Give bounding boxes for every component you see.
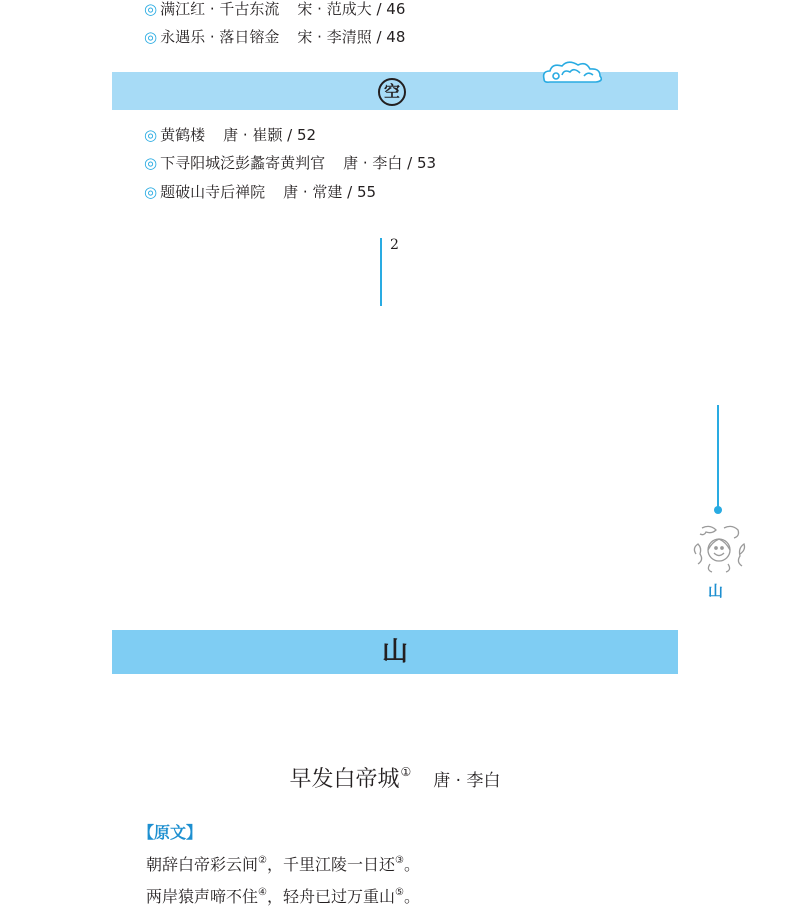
bullet-icon: ◎ bbox=[144, 126, 158, 144]
footnote-marker: ② bbox=[258, 855, 267, 866]
poem-line-text: 。 bbox=[403, 887, 420, 906]
toc-item[interactable] bbox=[144, 26, 405, 47]
bullet-icon: ◎ bbox=[144, 154, 158, 172]
toc-item-author: 唐 · 崔颢 / 52 bbox=[223, 126, 317, 144]
poem-author: 唐 · 李白 bbox=[433, 771, 501, 791]
original-text-label: 【原文】 bbox=[138, 823, 203, 842]
page-number-rule bbox=[380, 238, 382, 306]
poem-line-text: 两岸猿声啼不住 bbox=[146, 887, 259, 906]
page-number: 2 bbox=[390, 237, 399, 253]
toc-item-title: 下寻阳城泛彭蠡寄黄判官 bbox=[160, 154, 326, 172]
section-char-kong: 空 bbox=[378, 78, 406, 106]
toc-item-title: 题破山寺后禅院 bbox=[160, 183, 266, 201]
poem-line bbox=[146, 884, 420, 907]
section-heading-shan: 山 bbox=[381, 637, 408, 667]
toc-item-author: 唐 · 李白 / 53 bbox=[343, 154, 437, 172]
side-tab-rule bbox=[717, 405, 719, 507]
poem-title-text: 早发白帝城 bbox=[289, 767, 400, 792]
footnote-marker: ⑤ bbox=[395, 887, 404, 898]
toc-item[interactable] bbox=[144, 124, 316, 145]
toc-item-author: 唐 · 常建 / 55 bbox=[283, 183, 377, 201]
toc-item[interactable] bbox=[144, 181, 376, 202]
toc-item[interactable] bbox=[144, 152, 436, 173]
poem-title bbox=[0, 762, 790, 793]
poem-line-text: 。 bbox=[403, 855, 420, 874]
bullet-icon: ◎ bbox=[144, 0, 158, 18]
poem-line bbox=[146, 852, 420, 875]
bullet-icon: ◎ bbox=[144, 28, 158, 46]
toc-item-author: 宋 · 范成大 / 46 bbox=[297, 0, 406, 18]
toc-item-title: 永遇乐 · 落日镕金 bbox=[160, 28, 280, 46]
toc-item-title: 满江红 · 千古东流 bbox=[160, 0, 280, 18]
side-tab-dot bbox=[714, 506, 722, 514]
poem-line-text: ，千里江陵一日还 bbox=[266, 855, 395, 874]
footnote-marker: ① bbox=[400, 765, 412, 779]
toc-item-title: 黄鹤楼 bbox=[160, 126, 206, 144]
side-tab-label[interactable]: 山 bbox=[708, 582, 724, 600]
poem-line-text: ，轻舟已过万重山 bbox=[266, 887, 395, 906]
cloud-ornament-icon bbox=[540, 57, 606, 87]
poem-line-text: 朝辞白帝彩云间 bbox=[146, 855, 259, 874]
toc-item[interactable] bbox=[144, 0, 405, 19]
dragon-emblem-icon bbox=[690, 520, 748, 576]
footnote-marker: ③ bbox=[395, 855, 404, 866]
footnote-marker: ④ bbox=[258, 887, 267, 898]
toc-item-author: 宋 · 李清照 / 48 bbox=[297, 28, 406, 46]
bullet-icon: ◎ bbox=[144, 183, 158, 201]
